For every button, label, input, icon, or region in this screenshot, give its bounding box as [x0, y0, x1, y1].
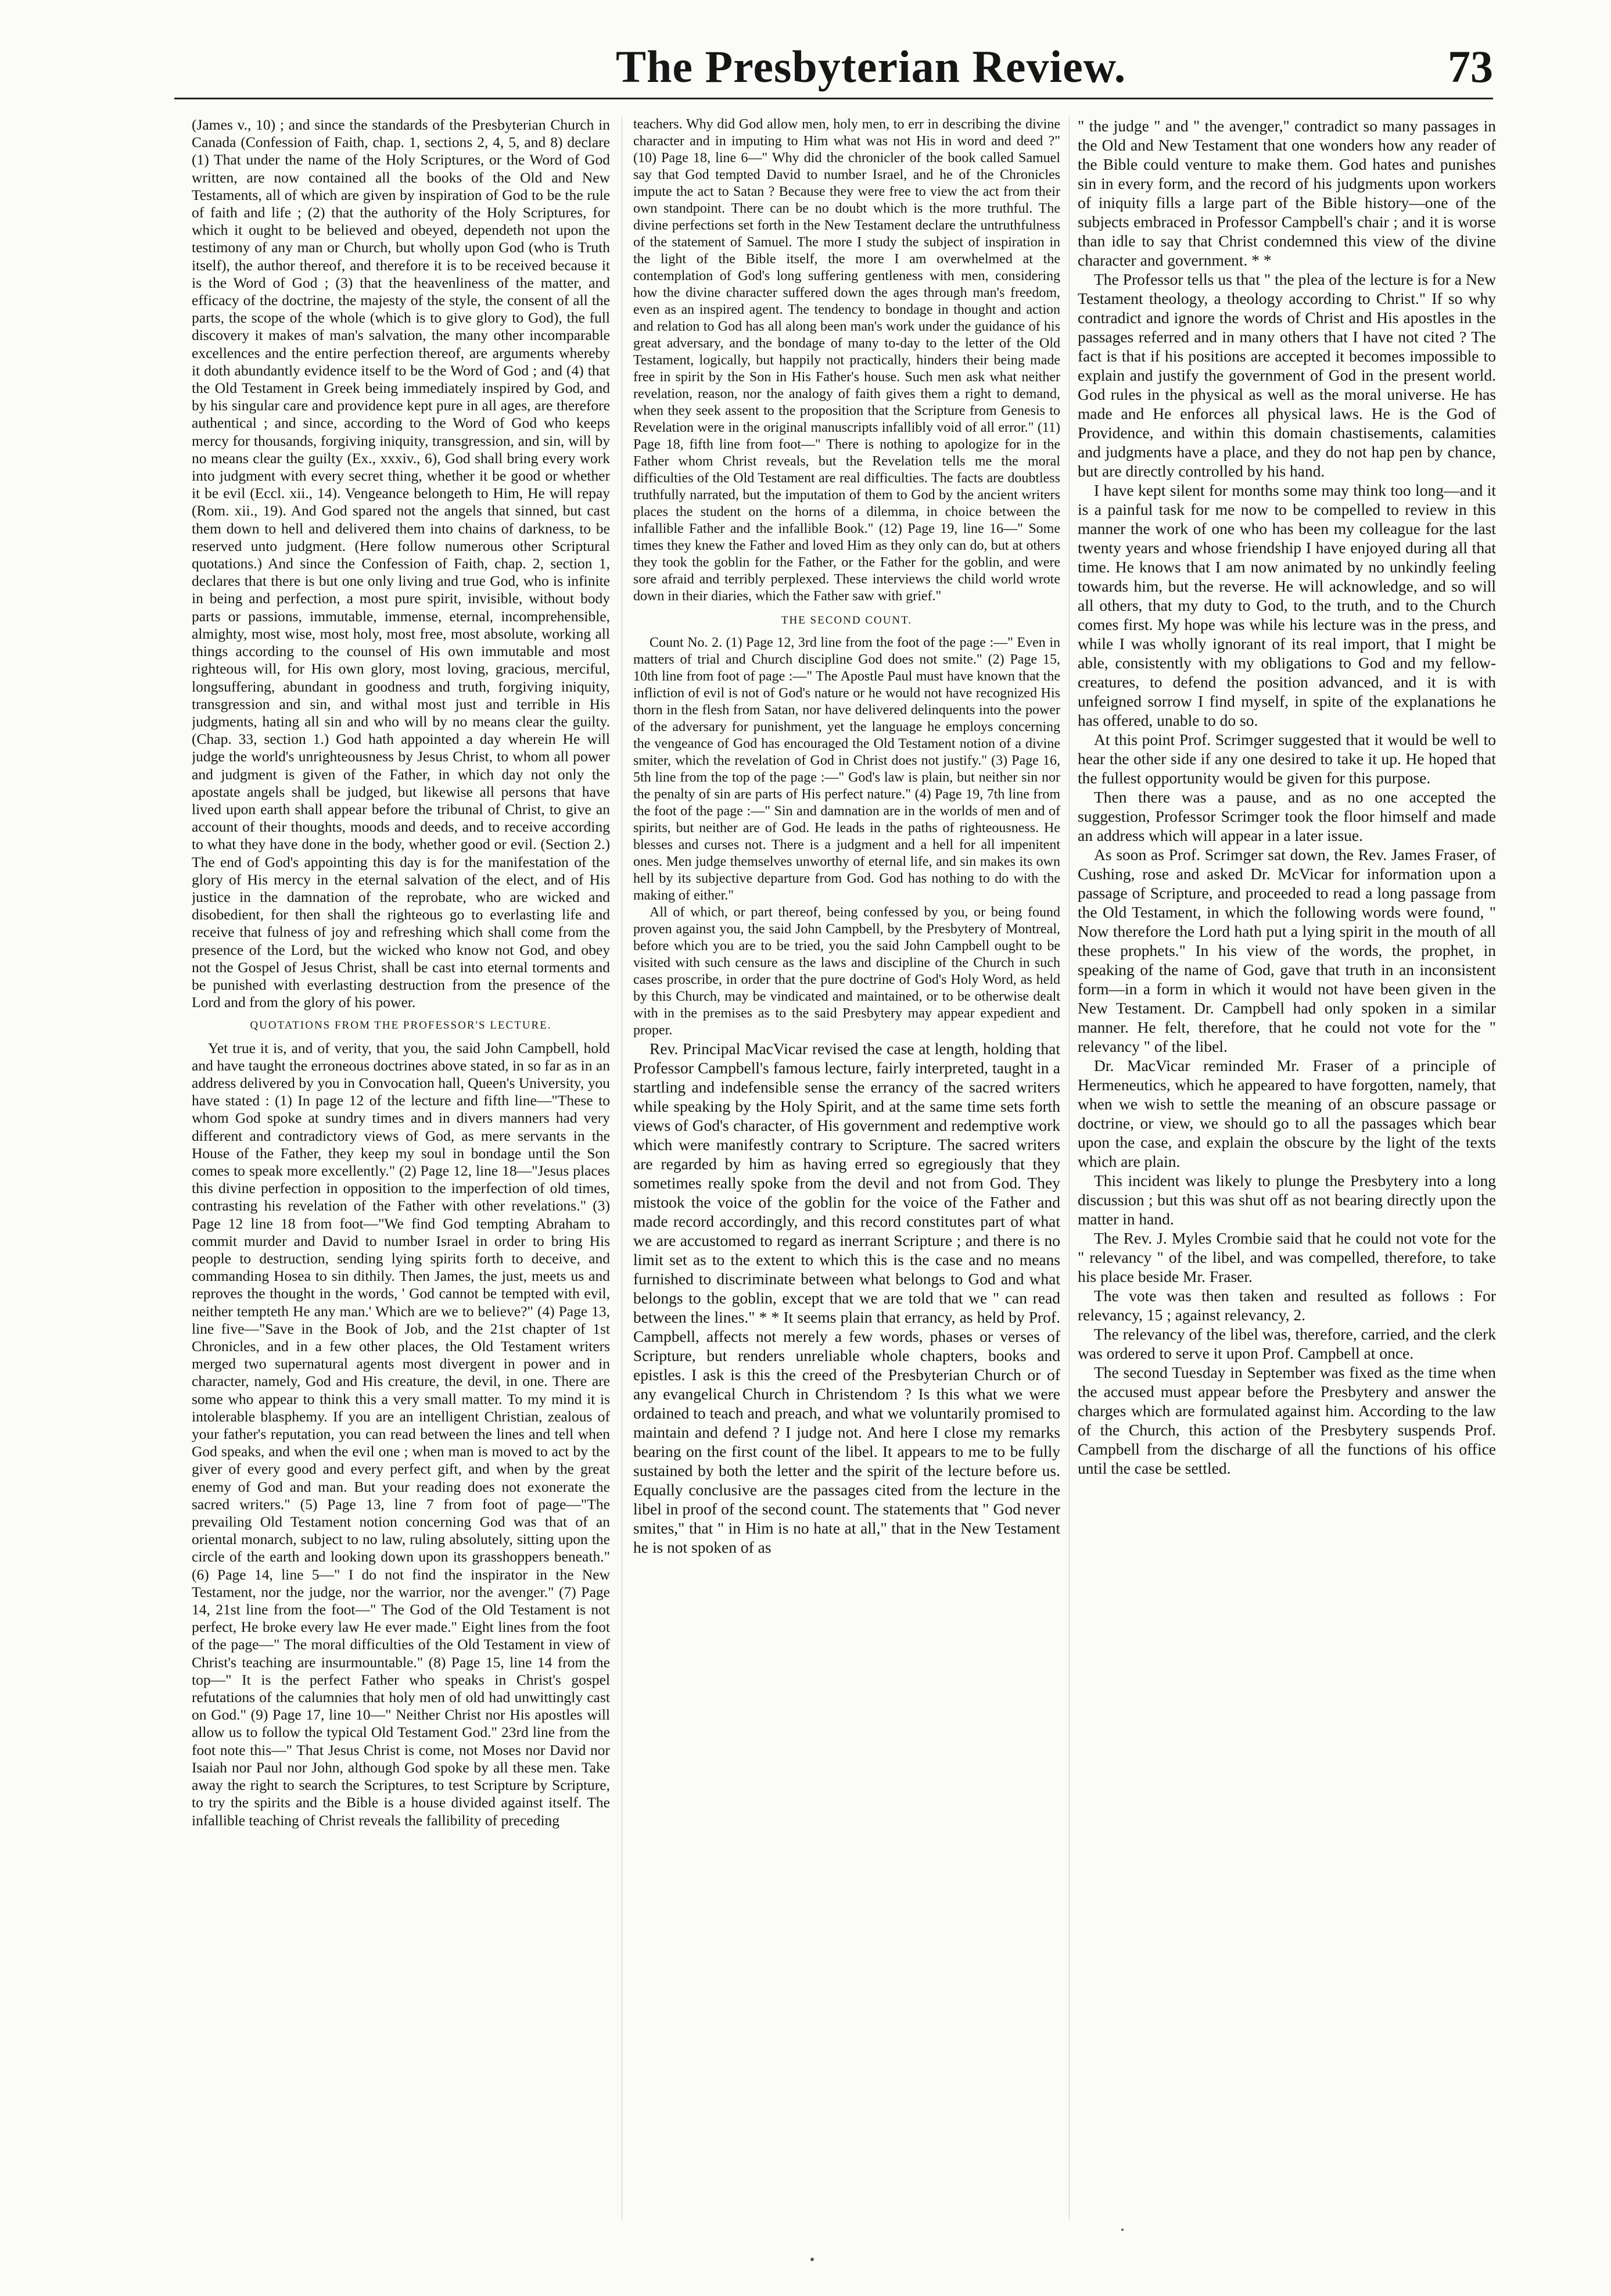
print-speck [1121, 2229, 1124, 2231]
scrimger-suggestion-paragraph: At this point Prof. Scrimger suggested that it would be well to hear the other side if any one desired to take it up. He hoped that the fullest opportunity would be given for this purpose. [1078, 730, 1496, 787]
quotations-paragraph: Yet true it is, and of verity, that you, the said John Campbell, hold and have taught the erroneous doctrines above stated, in so far as in an address delivered by you in Convocation hall, Queen's University, you have stated : (1) In page 12 of the lecture and fifth line—"These to whom God spoke at sundry times and in divers manners had very different and contradictory views of God, as mere servants in the House of the Father, they keep my soul in bondage until the Son comes to speak more excellently." (2) Page 12, line 18—"Jesus places this divine perfection in opposition to the imperfection of old times, contrasting his revelation of the Father with other revelations." (3) Page 12 line 18 from foot—"We find God tempting Abraham to commit murder and David to number Israel in order to bring His people to destruction, sending lying spirits forth to deceive, and commanding Hosea to sin dithily. Then James, the just, meets us and reproves the thought in the words, ' God cannot be tempted with evil, neither tempteth He any man.' Which are we to believe?" (4) Page 13, line five—"Save in the Book of Job, and the 21st chapter of 1st Chronicles, and in a few other places, the Old Testament writers merged two supernatural agents most divergent in power and in character, namely, God and His creature, the devil, in one. There are some who appear to think this a very small matter. To my mind it is intolerable blasphemy. If you are an intelligent Christian, zealous of your father's reputation, you can read between the lines and tell when God speaks, and when the evil one ; when man is moved to act by the giver of every good and every perfect gift, and when by the great enemy of God and man. But your reading does not exonerate the sacred writers." (5) Page 13, line 7 from foot of page—"The prevailing Old Testament notion concerning God was that of an oriental monarch, subject to no law, ruling absolutely, sitting upon the circle of the earth and looking down upon its grasshoppers beneath." (6) Page 14, line 5—" I do not find the inspirator in the New Testament, nor the judge, nor the warrior, nor the avenger." (7) Page 14, 21st line from the foot—" The God of the Old Testament is not perfect, He broke every law He ever made." Eight lines from the foot of the page—" The moral difficulties of the Old Testament in view of Christ's teaching are insurmountable." (8) Page 15, line 14 from the top—" It is the perfect Father who speaks in Christ's gospel refutations of the calumnies that holy men of old had unwittingly cast on God." (9) Page 17, line 10—" Neither Christ nor His apostles will allow us to follow the typical Old Testament God." 23rd line from the foot note this—" That Jesus Christ is come, not Moses nor David nor Isaiah nor Paul nor John, although God spoke by all these men. Take away the right to search the Scriptures, to test Scripture by Scripture, to try the spirits and the Bible is a house divided against itself. The infallible teaching of Christ reveals the fallibility of preceding [192, 1039, 610, 1829]
page-number: 73 [1448, 41, 1493, 92]
column-1 [192, 116, 610, 2231]
libel-preamble-paragraph: (James v., 10) ; and since the standards of the Presbyterian Church in Canada (Confession of Faith, chap. 1, sections 2, 4, 5, and 8) declare (1) That under the name of the Holy Scriptures, or the Word of God written, are now contained all the books of the Old and New Testaments, all of which are given by inspiration of God to be the rule of faith and life ; (2) that the authority of the Holy Scriptures, for which it ought to be believed and obeyed, dependeth not upon the testimony of any man or Church, but wholly upon God (who is Truth itself), the author thereof, and therefore it is to be received because it is the Word of God ; (3) that the heavenliness of the matter, and efficacy of the doctrine, the majesty of the style, the consent of all the parts, the scope of the whole (which is to give glory to God), the full discovery it makes of man's salvation, the many other incomparable excellences and the entire perfection thereof, are arguments whereby it doth abundantly evidence itself to be the Word of God ; and (4) that the Old Testament in Greek being immediately inspired by God, and by his singular care and providence kept pure in all ages, are therefore authentical ; and since, according to the Word of God who keeps mercy for thousands, forgiving iniquity, transgression, and sin, will by no means clear the guilty (Ex., xxxiv., 6), God shall bring every work into judgment with every secret thing, whether it be good or whether it be evil (Eccl. xii., 14). Vengeance belongeth to Him, He will repay (Rom. xii., 19). And God spared not the angels that sinned, but cast them down to hell and delivered them into chains of darkness, to be reserved unto judgment. (Here follow numerous other Scriptural quotations.) And since the Confession of Faith, chap. 2, section 1, declares that there is but one only living and true God, who is infinite in being and perfection, a most pure spirit, invisible, without body parts or passions, immutable, immense, eternal, incomprehensible, almighty, most wise, most holy, most free, most absolute, working all things according to the counsel of His own immutable and most righteous will, for His own glory, most loving, gracious, merciful, longsuffering, abundant in goodness and truth, forgiving iniquity, transgression and sin, and withal most just and terrible in His judgments, hating all sin and who will by no means clear the guilty. (Chap. 33, section 1.) God hath appointed a day wherein He will judge the world's unrighteousness by Jesus Christ, to whom all power and judgment is given of the Father, in which day not only the apostate angels shall be judged, but likewise all persons that have lived upon earth shall appear before the tribunal of Christ, to give an account of their thoughts, moods and deeds, and to receive according to what they have done in the body, whether good or evil. (Section 2.) The end of God's appointing this day is for the manifestation of the glory of His mercy in the eternal salvation of the elect, and of His justice in the damnation of the reprobate, who are wicked and disobedient, for then shall the righteous go to everlasting life and receive that fulness of joy and refreshing which shall come from the presence of the Lord, but the wicked who know not God, and obey not the Gospel of Jesus Christ, shall be cast into eternal torments and be punished with everlasting destruction from the presence of the Lord and from the glory of his power. [192, 116, 610, 1011]
censure-paragraph: All of which, or part thereof, being confessed by you, or being found proven against you, the said John Campbell, by the Presbytery of Montreal, before which you are to be tried, you the said John Campbell ought to be visited with such censure as the laws and discipline of the Church in such cases proscribe, in order that the pure doctrine of God's Holy Word, as held by this Church, may be vindicated and maintained, or to be otherwise dealt with in the premises as to the said Presbytery may appear expedient and proper. [633, 905, 1060, 1038]
column-3 [1078, 116, 1496, 2231]
macvicar-address-paragraph: Rev. Principal MacVicar revised the case at length, holding that Professor Campbell's famous lecture, fairly interpreted, taught in a startling and indefensible sense the errancy of the sacred writers while speaking by the Holy Spirit, and at the same time sets forth views of God's character, of His government and redemptive work which were manifestly contrary to Scripture. The sacred writers are regarded by him as having erred so egregiously that they sometimes really spoke from the devil and not from God. They mistook the voice of the goblin for the voice of the Father and made record accordingly, and this record constitutes part of what we are accustomed to regard as inerrant Scripture ; and there is no limit set as to the extent to which this is the case and no means furnished to discriminate between what belongs to God and what belongs to the goblin, except that we are told that we " can read between the lines." * * It seems plain that errancy, as held by Prof. Campbell, affects not merely a few words, phases or verses of Scripture, but renders unreliable whole chapters, books and epistles. I ask is this the creed of the Presbyterian Church or of any evangelical Church in Christendom ? Is this what we were ordained to teach and preach, and what we voluntarily promised to maintain and defend ? I judge not. And here I close my remarks bearing on the first count of the libel. It appears to me to be fully sustained by both the letter and the spirit of the lecture before us. Equally conclusive are the passages cited from the lecture in the libel in proof of the second count. The statements that " God never smites," that " in Him is no hate at all," that in the New Testament he is not spoken of as [633, 1040, 1060, 1556]
crombie-paragraph: The Rev. J. Myles Crombie said that he could not vote for the " relevancy " of the libel, and was compelled, therefore, to take his place beside Mr. Fraser. [1078, 1229, 1496, 1285]
pause-paragraph: Then there was a pause, and as no one accepted the suggestion, Professor Scrimger took the floor himself and made an address which will appear in a later issue. [1078, 788, 1496, 844]
kept-silent-paragraph: I have kept silent for months some may think too long—and it is a painful task for me now to be compelled to review in this manner the work of one who has been my colleague for the last twenty years and whose friendship I have enjoyed during all that time. He knows that I am now animated by no unkindly feeling towards him, but the reverse. He will acknowledge, and so will all others, that my duty to God, to the truth, and to the Church comes first. My hope was while his lecture was in the press, and while I was wholly ignorant of its real import, that I might be able, consistently with my obligations to God and my fellow-creatures, to defend the position advanced, and it is with unfeigned sorrow I find myself, in spite of the explanations he has offered, unable to do so. [1078, 481, 1496, 729]
publication-title: The Presbyterian Review. [616, 41, 1126, 92]
hermeneutics-paragraph: Dr. MacVicar reminded Mr. Fraser of a principle of Hermeneutics, which he appeared to have forgotten, namely, that when we wish to settle the meaning of an obscure passage or doctrine, or view, we should go to all the passages which bear upon the case, and explain the obscure by the light of the texts which are plain. [1078, 1056, 1496, 1170]
second-tuesday-paragraph: The second Tuesday in September was fixed as the time when the accused must appear before the Presbytery and answer the charges which are formulated against him. According to the law of the Church, this action of the Presbytery suspends Prof. Campbell from the discharge of all the functions of his office until the case be settled. [1078, 1363, 1496, 1477]
column-2 [633, 116, 1060, 2231]
section-heading-quotations: QUOTATIONS FROM THE PROFESSOR'S LECTURE. [250, 1019, 552, 1032]
quotations-continued-paragraph: teachers. Why did God allow men, holy men, to err in describing the divine character and in imputing to Him what was not His in word and deed ?" (10) Page 18, line 6—" Why did the chronicler of the book called Samuel say that God tempted David to number Israel, and he of the Chronicles impute the act to Satan ? Because they were free to view the act from their own standpoint. There can be no doubt which is the more truthful. The divine perfections set forth in the New Testament declare the untruthfulness of the statement of Samuel. The more I study the subject of inspiration in the light of the Bible itself, the more I am overwhelmed at the contemplation of God's long suffering gentleness with men, considering how the divine character suffered down the ages through man's freedom, even as an inspired agent. The tendency to bondage in thought and action and relation to God has all along been man's work under the guidance of his great adversary, and the bondage of many to-day to the letter of the Old Testament, logically, but happily not practically, hinders their being made free in spirit by the Son in His Father's house. Such men ask what neither revelation, reason, nor the analogy of faith gives them a right to demand, when they seek assent to the proposition that the Scripture from Genesis to Revelation were in the original manuscripts infallibly void of all error." (11) Page 18, fifth line from foot—" There is nothing to apologize for in the Father whom Christ reveals, but the Revelation tells me the moral difficulties of the Old Testament are real difficulties. The facts are doubtless truthfully narrated, but the imputation of them to God by the ancient writers places the student on the horns of a dilemma, in choice between the infallible Father and the infallible Book." (12) Page 19, line 16—" Some times they knew the Father and loved Him as they only can do, but at others they took the goblin for the Father, or the Father for the goblin, and were sore afraid and terribly perplexed. These interviews the child world wrote down in their diaries, which the Father saw with grief." [633, 117, 1060, 604]
section-heading-second-count: THE SECOND COUNT. [781, 614, 913, 626]
header-rule [174, 98, 1493, 99]
fraser-paragraph: As soon as Prof. Scrimger sat down, the Rev. James Fraser, of Cushing, rose and asked Dr. McVicar for information upon a passage of Scripture, and proceeded to read a long passage from the Old Testament, in which the following words were found, " Now therefore the Lord hath put a lying spirit in the mouth of all these prophets." In his view of the words, the prophet, in speaking of the name of God, gave that truth in an inconsistent form—in a form in which it would not have been given in the New Testament. Dr. Campbell had only spoken in a similar manner. He felt, therefore, that he could not vote for the " relevancy " of the libel. [1078, 846, 1496, 1055]
masthead [174, 41, 1493, 99]
second-count-paragraph: Count No. 2. (1) Page 12, 3rd line from the foot of the page :—" Even in matters of trial and Church discipline God does not smite." (2) Page 15, 10th line from foot of page :—" The Apostle Paul must have known that the infliction of evil is not of God's nature or he would not have recognized His thorn in the flesh from Satan, nor have delivered delinquents into the power of the adversary for punishment, yet the language he employs concerning the vengeance of God has encouraged the Old Testament notion of a divine smiter, which the revelation of God in Christ does not justify." (3) Page 16, 5th line from the top of the page :—" God's law is plain, but neither sin nor the penalty of sin are parts of His perfect nature." (4) Page 19, 7th line from the foot of the page :—" Sin and damnation are in the worlds of men and of spirits, but neither are of God. He leads in the paths of righteousness. He blesses and curses not. There is a judgment and a hell for all impenitent ones. Men judge themselves unworthy of eternal life, and sin makes its own hell by its subjective departure from God. God has nothing to do with the making of either." [633, 635, 1060, 903]
print-speck [810, 2258, 814, 2261]
relevancy-carried-paragraph: The relevancy of the libel was, therefore, carried, and the clerk was ordered to serve it upon Prof. Campbell at once. [1078, 1325, 1496, 1362]
macvicar-continued-paragraph: " the judge " and " the avenger," contradict so many passages in the Old and New Testament that one wonders how any reader of the Bible could venture to make them. God hates and punishes sin in every form, and the record of his judgments upon workers of iniquity fills a large part of the Bible history—one of the subjects embraced in Professor Campbell's chair ; and it is worse than idle to say that Christ condemned this view of the divine character and government. * * [1078, 117, 1496, 269]
column-separator [1069, 116, 1070, 2220]
new-testament-theology-paragraph: The Professor tells us that " the plea of the lecture is for a New Testament theology, a theology according to Christ." If so why contradict and ignore the words of Christ and His apostles in the passages referred and in many others that I have not cited ? The fact is that if his positions are accepted it becomes impossible to explain and justify the government of God in the present world. God rules in the physical as well as the moral universe. He has made and He enforces all physical laws. He is the God of Providence, and within this domain chastisements, calamities and judgments have a place, and they do not hap pen by chance, but are directly controlled by his hand. [1078, 270, 1496, 480]
vote-paragraph: The vote was then taken and resulted as follows : For relevancy, 15 ; against relevancy, 2. [1078, 1287, 1496, 1324]
incident-paragraph: This incident was likely to plunge the Presbytery into a long discussion ; but this was shut off as not bearing directly upon the matter in hand. [1078, 1172, 1496, 1228]
